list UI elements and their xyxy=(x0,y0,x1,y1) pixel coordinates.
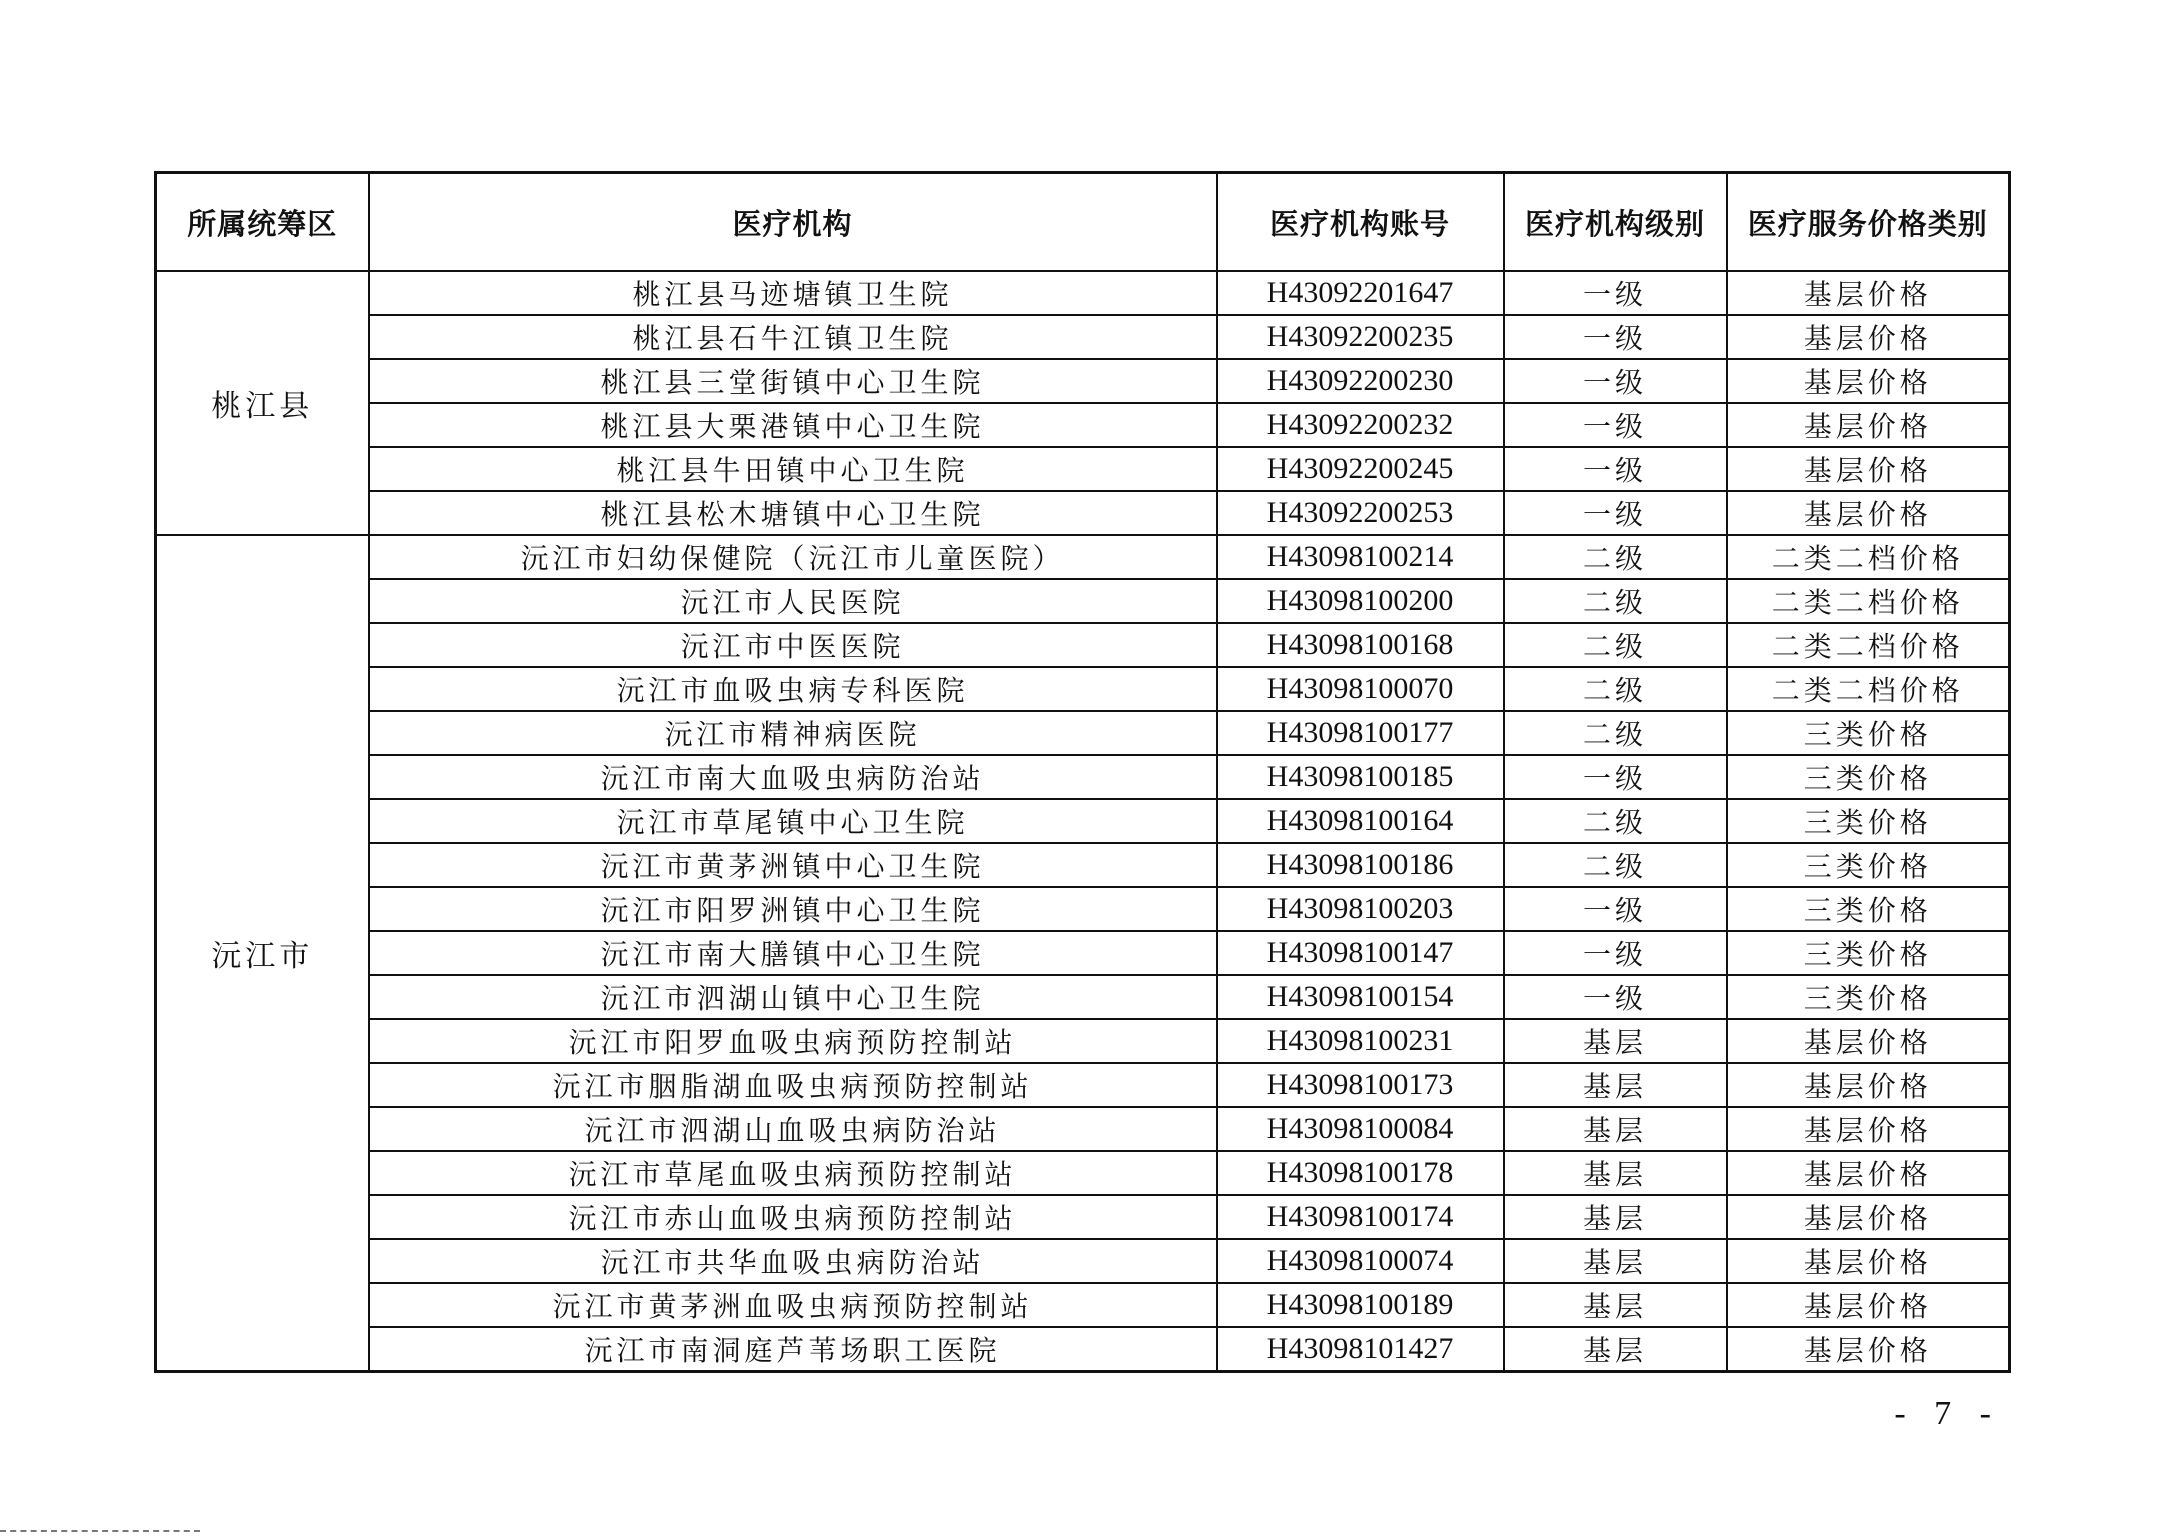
account-cell: H43098100070 xyxy=(1217,667,1504,711)
institution-table xyxy=(154,171,2011,1373)
price-category-cell: 二类二档价格 xyxy=(1727,579,2010,623)
price-category-cell: 基层价格 xyxy=(1727,447,2010,491)
table-row xyxy=(156,535,2010,579)
region-cell: 沅江市 xyxy=(156,535,369,1372)
table-row xyxy=(156,1019,2010,1063)
footer-divider xyxy=(0,1530,200,1532)
page-number: - 7 - xyxy=(1894,1395,2001,1432)
table-row xyxy=(156,1195,2010,1239)
institution-cell: 桃江县石牛江镇卫生院 xyxy=(369,315,1217,359)
price-category-cell: 三类价格 xyxy=(1727,755,2010,799)
account-cell: H43098100203 xyxy=(1217,887,1504,931)
level-cell: 基层 xyxy=(1504,1063,1727,1107)
price-category-cell: 三类价格 xyxy=(1727,931,2010,975)
price-category-cell: 基层价格 xyxy=(1727,1063,2010,1107)
account-cell: H43092201647 xyxy=(1217,271,1504,315)
table-row xyxy=(156,887,2010,931)
level-cell: 一级 xyxy=(1504,359,1727,403)
level-cell: 一级 xyxy=(1504,315,1727,359)
table-row xyxy=(156,1107,2010,1151)
table-row xyxy=(156,711,2010,755)
table-row xyxy=(156,843,2010,887)
level-cell: 基层 xyxy=(1504,1019,1727,1063)
price-category-cell: 三类价格 xyxy=(1727,799,2010,843)
level-cell: 二级 xyxy=(1504,667,1727,711)
price-category-cell: 二类二档价格 xyxy=(1727,623,2010,667)
price-category-cell: 基层价格 xyxy=(1727,1107,2010,1151)
level-cell: 一级 xyxy=(1504,491,1727,535)
table-row xyxy=(156,315,2010,359)
price-category-cell: 基层价格 xyxy=(1727,1239,2010,1283)
level-cell: 基层 xyxy=(1504,1107,1727,1151)
level-cell: 一级 xyxy=(1504,755,1727,799)
table-header-row xyxy=(156,173,2010,272)
institution-cell: 沅江市妇幼保健院（沅江市儿童医院） xyxy=(369,535,1217,579)
table-row xyxy=(156,1283,2010,1327)
institution-cell: 沅江市阳罗洲镇中心卫生院 xyxy=(369,887,1217,931)
price-category-cell: 基层价格 xyxy=(1727,315,2010,359)
table-row xyxy=(156,931,2010,975)
table-row xyxy=(156,799,2010,843)
price-category-cell: 基层价格 xyxy=(1727,1283,2010,1327)
level-cell: 二级 xyxy=(1504,623,1727,667)
account-cell: H43098100231 xyxy=(1217,1019,1504,1063)
account-cell: H43092200253 xyxy=(1217,491,1504,535)
price-category-cell: 三类价格 xyxy=(1727,843,2010,887)
account-cell: H43098100084 xyxy=(1217,1107,1504,1151)
level-cell: 一级 xyxy=(1504,271,1727,315)
account-cell: H43098100178 xyxy=(1217,1151,1504,1195)
institution-cell: 沅江市中医医院 xyxy=(369,623,1217,667)
account-cell: H43098100174 xyxy=(1217,1195,1504,1239)
account-cell: H43098100177 xyxy=(1217,711,1504,755)
table-row xyxy=(156,579,2010,623)
table-row xyxy=(156,755,2010,799)
account-cell: H43092200235 xyxy=(1217,315,1504,359)
price-category-cell: 三类价格 xyxy=(1727,887,2010,931)
institution-cell: 沅江市共华血吸虫病防治站 xyxy=(369,1239,1217,1283)
level-cell: 一级 xyxy=(1504,975,1727,1019)
price-category-cell: 基层价格 xyxy=(1727,1195,2010,1239)
level-cell: 基层 xyxy=(1504,1239,1727,1283)
header-account: 医疗机构账号 xyxy=(1217,173,1504,272)
table-row xyxy=(156,1239,2010,1283)
level-cell: 一级 xyxy=(1504,447,1727,491)
table-row xyxy=(156,1063,2010,1107)
account-cell: H43098101427 xyxy=(1217,1327,1504,1372)
account-cell: H43098100164 xyxy=(1217,799,1504,843)
institution-cell: 沅江市赤山血吸虫病预防控制站 xyxy=(369,1195,1217,1239)
account-cell: H43098100147 xyxy=(1217,931,1504,975)
institution-cell: 沅江市泗湖山镇中心卫生院 xyxy=(369,975,1217,1019)
institution-cell: 沅江市血吸虫病专科医院 xyxy=(369,667,1217,711)
institution-cell: 桃江县三堂街镇中心卫生院 xyxy=(369,359,1217,403)
price-category-cell: 三类价格 xyxy=(1727,711,2010,755)
institution-cell: 沅江市黄茅洲镇中心卫生院 xyxy=(369,843,1217,887)
institution-cell: 沅江市草尾镇中心卫生院 xyxy=(369,799,1217,843)
header-level: 医疗机构级别 xyxy=(1504,173,1727,272)
level-cell: 二级 xyxy=(1504,535,1727,579)
account-cell: H43098100200 xyxy=(1217,579,1504,623)
price-category-cell: 基层价格 xyxy=(1727,1019,2010,1063)
price-category-cell: 基层价格 xyxy=(1727,1327,2010,1372)
institution-cell: 沅江市阳罗血吸虫病预防控制站 xyxy=(369,1019,1217,1063)
level-cell: 基层 xyxy=(1504,1151,1727,1195)
account-cell: H43092200245 xyxy=(1217,447,1504,491)
level-cell: 二级 xyxy=(1504,843,1727,887)
account-cell: H43098100074 xyxy=(1217,1239,1504,1283)
price-category-cell: 基层价格 xyxy=(1727,271,2010,315)
account-cell: H43092200232 xyxy=(1217,403,1504,447)
institution-cell: 沅江市草尾血吸虫病预防控制站 xyxy=(369,1151,1217,1195)
level-cell: 基层 xyxy=(1504,1195,1727,1239)
account-cell: H43098100186 xyxy=(1217,843,1504,887)
table-body xyxy=(156,271,2010,1372)
table-row xyxy=(156,623,2010,667)
institution-cell: 桃江县松木塘镇中心卫生院 xyxy=(369,491,1217,535)
institution-cell: 沅江市泗湖山血吸虫病防治站 xyxy=(369,1107,1217,1151)
account-cell: H43098100214 xyxy=(1217,535,1504,579)
account-cell: H43098100173 xyxy=(1217,1063,1504,1107)
price-category-cell: 二类二档价格 xyxy=(1727,667,2010,711)
price-category-cell: 二类二档价格 xyxy=(1727,535,2010,579)
institution-cell: 沅江市胭脂湖血吸虫病预防控制站 xyxy=(369,1063,1217,1107)
price-category-cell: 基层价格 xyxy=(1727,491,2010,535)
institution-cell: 沅江市南洞庭芦苇场职工医院 xyxy=(369,1327,1217,1372)
table-row xyxy=(156,359,2010,403)
institution-cell: 沅江市南大血吸虫病防治站 xyxy=(369,755,1217,799)
level-cell: 一级 xyxy=(1504,931,1727,975)
price-category-cell: 基层价格 xyxy=(1727,1151,2010,1195)
header-price-category: 医疗服务价格类别 xyxy=(1727,173,2010,272)
table-row xyxy=(156,1327,2010,1372)
level-cell: 二级 xyxy=(1504,711,1727,755)
institution-cell: 沅江市黄茅洲血吸虫病预防控制站 xyxy=(369,1283,1217,1327)
account-cell: H43098100185 xyxy=(1217,755,1504,799)
table-row xyxy=(156,667,2010,711)
institution-cell: 沅江市精神病医院 xyxy=(369,711,1217,755)
institution-cell: 桃江县马迹塘镇卫生院 xyxy=(369,271,1217,315)
header-region: 所属统筹区 xyxy=(156,173,369,272)
price-category-cell: 基层价格 xyxy=(1727,359,2010,403)
table-row xyxy=(156,491,2010,535)
level-cell: 基层 xyxy=(1504,1327,1727,1372)
price-category-cell: 三类价格 xyxy=(1727,975,2010,1019)
account-cell: H43098100189 xyxy=(1217,1283,1504,1327)
table-row xyxy=(156,447,2010,491)
level-cell: 二级 xyxy=(1504,799,1727,843)
table-row xyxy=(156,975,2010,1019)
institution-cell: 桃江县牛田镇中心卫生院 xyxy=(369,447,1217,491)
level-cell: 二级 xyxy=(1504,579,1727,623)
table-row xyxy=(156,403,2010,447)
institution-cell: 沅江市人民医院 xyxy=(369,579,1217,623)
header-institution: 医疗机构 xyxy=(369,173,1217,272)
institution-cell: 桃江县大栗港镇中心卫生院 xyxy=(369,403,1217,447)
region-cell: 桃江县 xyxy=(156,271,369,535)
account-cell: H43098100168 xyxy=(1217,623,1504,667)
level-cell: 一级 xyxy=(1504,403,1727,447)
price-category-cell: 基层价格 xyxy=(1727,403,2010,447)
level-cell: 基层 xyxy=(1504,1283,1727,1327)
institution-cell: 沅江市南大膳镇中心卫生院 xyxy=(369,931,1217,975)
table-row xyxy=(156,271,2010,315)
level-cell: 一级 xyxy=(1504,887,1727,931)
table-row xyxy=(156,1151,2010,1195)
account-cell: H43092200230 xyxy=(1217,359,1504,403)
account-cell: H43098100154 xyxy=(1217,975,1504,1019)
